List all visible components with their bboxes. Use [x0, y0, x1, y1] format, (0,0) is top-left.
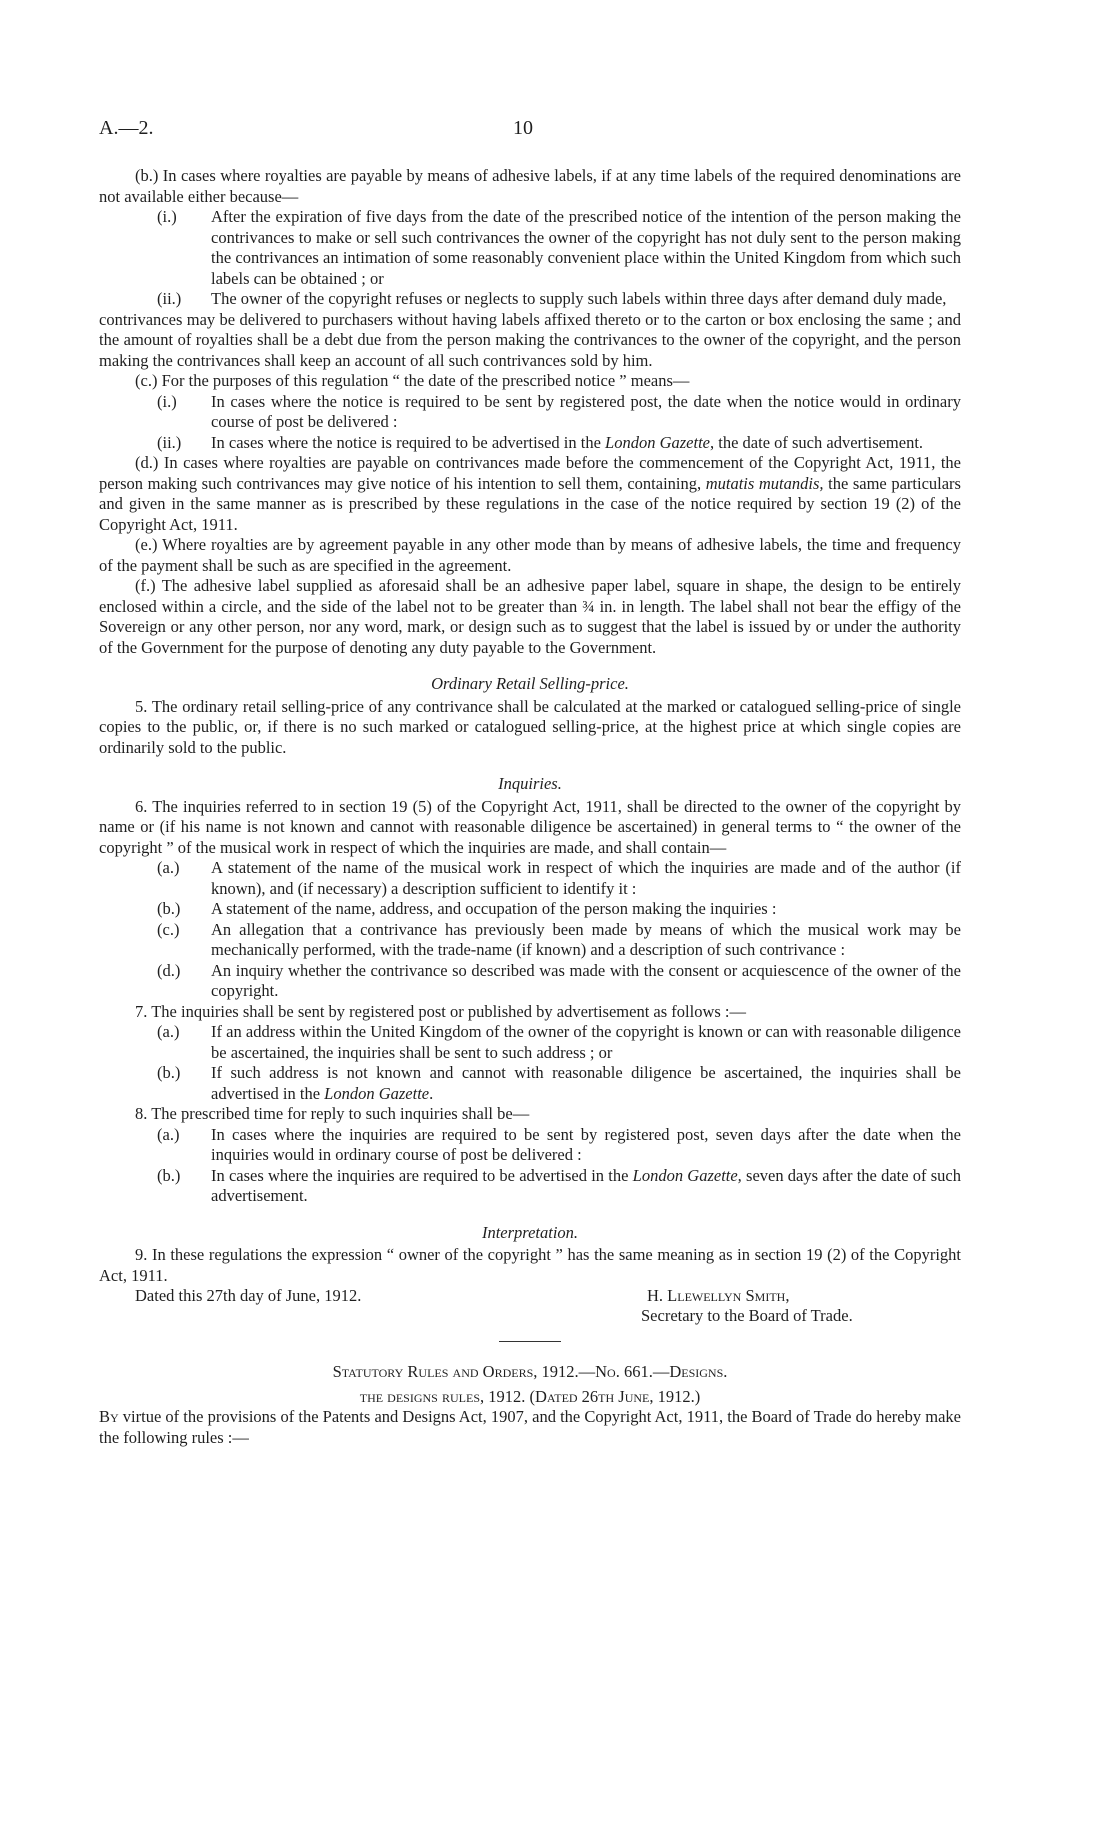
paragraph-f: (f.) The adhesive label supplied as aforesaid shall be an adhesive paper label, square in shape, the design to be entirely enclosed within a circle, and the side of the label not to be greater than ¾ in. in length. The label shall not bear the effigy of the Sovereign or any other person, nor any word, mark, or design such as to suggest that the label is issued by or under the authority of the Government for the purpose of denoting any duty payable to the Government. [99, 576, 961, 657]
paragraph-d [99, 453, 961, 535]
signatory-name: H. Llewellyn Smith, [647, 1286, 790, 1305]
page-number: 10 [513, 117, 533, 139]
rules-subtitle: the designs rules, 1912. (Dated 26th June, 1912.) [359, 1386, 701, 1406]
list-item-c-ii [99, 433, 961, 454]
list-label: (ii.) [157, 289, 182, 308]
list-item-c-i [99, 392, 961, 433]
list-label: (b.) [157, 1063, 181, 1082]
list-label: (c.) [157, 919, 180, 939]
list-text-end: . [429, 1083, 434, 1103]
section-divider [499, 1341, 561, 1342]
rules-intro-first-word: By [99, 1407, 119, 1426]
list-label: (d.) [157, 960, 181, 980]
section-heading-inquiries: Inquiries. [498, 774, 562, 793]
list-text: In cases where the inquiries are required to be advertised in the [211, 1165, 633, 1185]
paragraph-6: 6. The inquiries referred to in section 19 (5) of the Copyright Act, 1911, shall be directed to the owner of the copyright by name or (if his name is not known and cannot with reasonable diligence be ascertained) in general terms to “ the owner of the copyright ” of the musical work in respect of which the inquiries are made, and shall contain— [99, 796, 961, 857]
list-item-6-d [99, 961, 961, 1002]
paragraph-8: 8. The prescribed time for reply to such inquiries shall be— [135, 1104, 530, 1123]
list-item-6-b [99, 899, 961, 920]
list-label: (i.) [157, 391, 177, 411]
signature-block [99, 1286, 961, 1327]
list-label: (b.) [157, 1165, 181, 1185]
list-item-6-a [99, 858, 961, 899]
list-label: (a.) [157, 1022, 180, 1041]
text-column [99, 166, 961, 1448]
paragraph-b: (b.) In cases where royalties are payable by means of adhesive labels, if at any time labels of the required denominations are not available either because— [99, 166, 961, 206]
list-item-8-b [99, 1166, 961, 1207]
list-text: If an address within the United Kingdom of the owner of the copyright is known or can with reasonable diligence be ascertained, the inquiries shall be sent to such address ; or [211, 1022, 961, 1062]
paragraph-text: (d.) In cases where royalties are payable on contrivances made before the commencement of the Copyright Act, 1911, the person making such contrivances may give notice of his intention to sell them, containing, [99, 453, 961, 493]
list-text: The owner of the copyright refuses or neglects to supply such labels within three days after demand duly made, [211, 289, 947, 308]
list-item-b-ii [99, 289, 961, 310]
list-text-end: , the date of such advertisement. [710, 432, 924, 452]
list-item-7-a [99, 1022, 961, 1063]
list-item-7-b [99, 1063, 961, 1104]
list-label: (ii.) [157, 432, 182, 452]
list-label: (a.) [157, 858, 180, 877]
rules-intro [99, 1407, 961, 1448]
list-text: In cases where the notice is required to be advertised in the [211, 432, 606, 452]
paragraph-c: (c.) For the purposes of this regulation “ the date of the prescribed notice ” means— [135, 371, 690, 390]
list-item-6-c [99, 920, 961, 961]
list-text: An inquiry whether the contrivance so described was made with the consent or acquiescence of the owner of the copyright. [211, 960, 961, 1000]
italic-phrase: mutatis mutandis, [705, 473, 824, 493]
rules-intro-text: virtue of the provisions of the Patents and Designs Act, 1907, and the Copyright Act, 1911, the Board of Trade do hereby make the following rules :— [99, 1407, 961, 1447]
section-heading-interpretation: Interpretation. [481, 1222, 579, 1242]
dated-line: Dated this 27th day of June, 1912. [135, 1286, 362, 1305]
list-item-8-a [99, 1125, 961, 1166]
list-text: In cases where the notice is required to be sent by registered post, the date when the notice would in ordinary course of post be delivered : [211, 391, 961, 431]
paragraph-e: (e.) Where royalties are by agreement payable in any other mode than by means of adhesive labels, the time and frequency of the payment shall be such as are specified in the agreement. [99, 535, 961, 575]
list-label: (a.) [157, 1124, 180, 1144]
list-text: An allegation that a contrivance has previously been made by means of which the musical work may be mechanically performed, with the trade-name (if known) and a description of such contrivance : [211, 919, 961, 959]
paragraph-9: 9. In these regulations the expression “ owner of the copyright ” has the same meaning as in section 19 (2) of the Copyright Act, 1911. [99, 1245, 961, 1285]
document-code: A.—2. [99, 117, 154, 139]
paragraph-5: 5. The ordinary retail selling-price of any contrivance shall be calculated at the marked or catalogued selling-price of single copies to the public, or, if there is no such marked or catalogued selling-price, at the highest price at which single copies are ordinarily sold to the public. [99, 696, 961, 757]
italic-title: London Gazette [605, 432, 710, 452]
paragraph-7: 7. The inquiries shall be sent by registered post or published by advertisement as follows :— [135, 1001, 746, 1021]
list-text: If such address is not known and cannot with reasonable diligence be ascertained, the inquiries shall be advertised in the [211, 1063, 961, 1103]
section-heading-retail: Ordinary Retail Selling-price. [431, 674, 629, 693]
italic-title: London Gazette [324, 1083, 430, 1103]
italic-title: London Gazette, [632, 1165, 742, 1185]
list-text: After the expiration of five days from the date of the prescribed notice of the intention of the person making the contrivances to make or sell such contrivances the owner of the copyright has not duly sent to the person making the contrivances an intimation of some reasonably convenient place within the United Kingdom from which such labels can be obtained ; or [211, 207, 961, 288]
list-label: (b.) [157, 899, 181, 918]
paragraph-b-continued: contrivances may be delivered to purchasers without having labels affixed thereto or to the carton or box enclosing the same ; and the amount of royalties shall be a debt due from the person making the contrivances to the owner of the copyright, and the person making the contrivances shall keep an account of all such contrivances sold by him. [99, 309, 961, 370]
list-item-b-i [99, 207, 961, 289]
rules-title: Statutory Rules and Orders, 1912.—No. 661.—Designs. [332, 1362, 728, 1381]
paragraph-text-end: the same particulars and given in the same manner as is prescribed by these regulations in the case of the notice required by section 19 (2) of the Copyright Act, 1911. [99, 473, 961, 534]
list-text-end: seven days after the date of such advertisement. [211, 1165, 961, 1205]
list-text: A statement of the name of the musical work in respect of which the inquiries are made and of the author (if known), and (if necessary) a description sufficient to identify it : [211, 858, 961, 898]
list-label: (i.) [157, 207, 177, 226]
list-text: A statement of the name, address, and occupation of the person making the inquiries : [211, 899, 777, 918]
signatory-role: Secretary to the Board of Trade. [641, 1306, 853, 1325]
list-text: In cases where the inquiries are required to be sent by registered post, seven days after the date when the inquiries would in ordinary course of post be delivered : [211, 1124, 961, 1164]
